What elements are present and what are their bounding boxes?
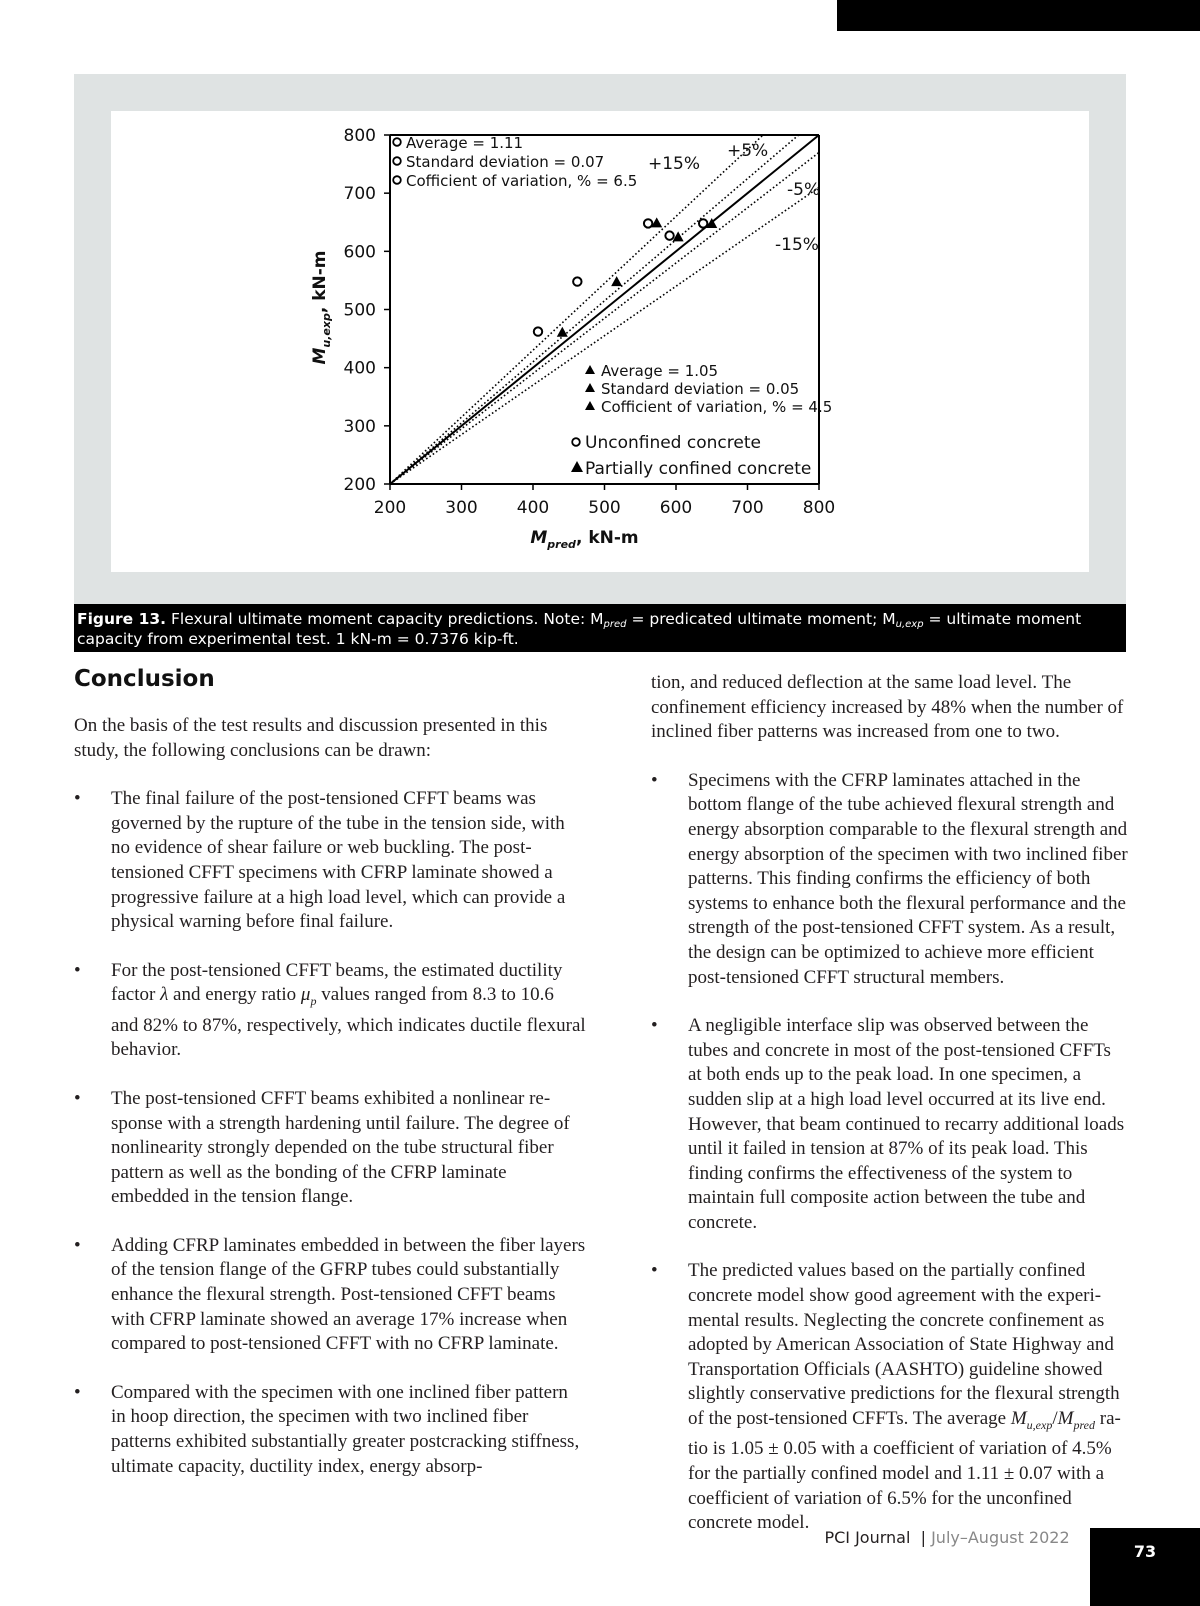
legend-marker-unconfined	[572, 438, 580, 446]
scatter-chart	[111, 111, 1089, 572]
y-tick-label: 400	[343, 358, 376, 379]
data-point-unconfined	[665, 231, 673, 239]
stats-marker-confined	[585, 401, 595, 410]
list-item-continuation: tion, and reduced deflection at the same load level. The confinement efficiency increased by 48% when the number of inclined fiber patterns was increased from one to two.	[651, 672, 1124, 743]
list-item	[74, 1381, 586, 1479]
data-point-confined	[557, 327, 568, 337]
bullet: •	[74, 1087, 81, 1109]
stats-confined-line: Cofficient of variation, % = 4.5	[601, 398, 833, 416]
data-point-unconfined	[644, 219, 652, 227]
mu-symbol: μ	[300, 984, 311, 1006]
list-item-text: and energy ratio	[168, 984, 301, 1006]
list-item-text: values ranged from 8.3 to 10.6 and 82% to 87%, respectively, which indicates ductile flexural behavior.	[111, 984, 586, 1061]
conclusion-list	[74, 787, 586, 1479]
left-column	[74, 664, 586, 1503]
caption-label: Figure 13.	[77, 610, 167, 628]
stats-unconfined-line: Cofficient of variation, % = 6.5	[406, 172, 638, 190]
lambda-symbol: λ	[160, 984, 169, 1006]
bullet: •	[74, 959, 81, 981]
legend-label-confined: Partially confined concrete	[585, 459, 812, 479]
m-pred-symbol: M	[1057, 1408, 1074, 1430]
caption-sub-uexp: u,exp	[895, 619, 924, 630]
top-black-bar	[837, 0, 1200, 31]
list-item-text: Specimens with the CFRP laminates attached in the bottom flange of the tube achieved flexural strength and energy absorption comparable to the flexural strength and energy absorption of the specimen with two inclined fiber patterns. This finding confirms the efficiency of both systems to enhance both the flexural performance and the strength of the post-tensioned CFFT system. As a result, the design can be optimized to achieve more efficient post-tensioned CFFT structural members.	[688, 769, 1128, 988]
data-point-unconfined	[534, 327, 542, 335]
journal-name: PCI Journal	[824, 1528, 911, 1547]
list-item	[651, 1014, 1129, 1235]
list-item-text: Compared with the specimen with one inclined fiber pattern in hoop direction, the specimen with two inclined fiber patterns exhibited substantially greater postcracking stiffness, ultimate capacity, ductility index, energy absorp-	[111, 1381, 580, 1477]
caption-end: = ultimate moment capacity from experimental test. 1 kN-m = 0.7376 kip-ft.	[77, 610, 1082, 648]
data-point-confined	[611, 276, 622, 286]
y-tick-label: 800	[343, 126, 376, 146]
x-tick-label: 400	[516, 498, 550, 518]
bullet: •	[74, 788, 81, 810]
stats-unconfined-line: Standard deviation = 0.07	[406, 153, 605, 171]
m-pred-subscript: pred	[1073, 1417, 1095, 1432]
right-column	[651, 671, 1129, 1560]
x-tick-label: 500	[588, 498, 621, 518]
y-tick-label: 200	[343, 475, 376, 495]
conclusion-list-continued	[651, 769, 1129, 1536]
stats-unconfined-line: Average = 1.11	[406, 134, 524, 152]
stats-confined-line: Standard deviation = 0.05	[601, 380, 800, 398]
list-item-text: The predicted values based on the partially confined concrete model show good agreement with the experimental results. Neglecting the concrete confinement as adopted by American Association of State Highway and Transportation Officials (AASHTO) guideline showed slightly conservative predictions for the flexural strength of the post-tensioned CFFTs. The average	[688, 1260, 1120, 1430]
x-axis-title: $M_{pred}$, kN-m	[530, 528, 639, 551]
reference-label-minus15: -15%	[775, 235, 819, 255]
stats-confined-line: Average = 1.05	[601, 362, 719, 380]
y-tick-label: 300	[343, 416, 376, 437]
bullet: •	[74, 1381, 81, 1403]
y-tick-label: 700	[343, 184, 376, 205]
caption-sub-pred: pred	[603, 619, 627, 630]
list-item-text: A negligible interface slip was observed between the tubes and concrete in most of the post-tensioned CFFTs at both ends up to the peak load. In one specimen, a sudden slip at a high load level occurred at its live end. However, that beam continued to recarry additional loads until it failed in tension at 87% of its peak load. This finding confirms the effectiveness of the system to maintain full composite action between the tube and concrete.	[688, 1015, 1125, 1233]
reference-label-minus5: -5%	[787, 180, 821, 200]
section-heading: Conclusion	[74, 666, 215, 692]
reference-label-plus15: +15%	[648, 154, 701, 174]
x-tick-label: 800	[802, 498, 836, 518]
x-tick-label: 600	[659, 498, 693, 518]
list-item-text: Adding CFRP laminates embedded in between the fiber layers of the tension flange of the GFRP tubes could substantially enhance the flexural strength. Post-tensioned CFFT beams with CFRP laminate showed an average 17% increase when compared to post-tensioned CFFT with no CFRP laminate.	[111, 1234, 586, 1355]
list-item	[74, 787, 586, 935]
list-item	[74, 959, 586, 1063]
stats-marker-unconfined	[393, 157, 401, 165]
list-item-text: For the post-tensioned CFFT beams, the estimated ductility factor	[111, 959, 563, 1006]
stats-marker-confined	[585, 365, 595, 374]
x-tick-label: 700	[731, 498, 764, 518]
intro-paragraph: On the basis of the test results and discussion presented in this study, the following conclusions can be drawn:	[74, 715, 548, 761]
y-axis-title: $M_{u,exp}$, kN-m	[310, 250, 333, 365]
stats-marker-confined	[585, 383, 595, 392]
bullet: •	[651, 1015, 658, 1037]
stats-marker-unconfined	[393, 138, 401, 146]
page-number: 73	[1133, 1542, 1157, 1561]
figure-caption	[74, 604, 1126, 652]
m-uexp-subscript: u,exp	[1026, 1417, 1053, 1432]
caption-mid: = predicated ultimate moment; M	[626, 610, 896, 628]
list-item-text: ratio is 1.05 ± 0.05 with a coefficient of variation of 4.5% for the partially confined model and 1.11 ± 0.07 with a coefficient of variation of 6.5% for the unconfined concrete model.	[688, 1408, 1121, 1534]
page-number-box	[1090, 1528, 1200, 1606]
slash: /	[1052, 1408, 1058, 1430]
reference-label-plus5: +5%	[727, 141, 769, 161]
list-item-text: The post-tensioned CFFT beams exhibited a nonlinear response with a strength hardening until failure. The degree of nonlinearity strongly depended on the tube structural fiber pattern as well as the bonding of the CFRP laminate embedded in the tension flange.	[111, 1087, 570, 1208]
list-item-text: The final failure of the post-tensioned CFFT beams was governed by the rupture of the tube in the tension side, with no evidence of shear failure or web buckling. The post-tensioned CFFT specimens with CFRP laminate showed a progressive failure at a high load level, which can provide a physical warning before final failure.	[111, 788, 566, 933]
mu-subscript: p	[310, 994, 317, 1009]
data-point-unconfined	[699, 219, 707, 227]
y-tick-label: 500	[343, 300, 376, 321]
list-item	[651, 769, 1129, 990]
x-tick-label: 200	[373, 498, 407, 518]
stats-marker-unconfined	[393, 176, 401, 184]
y-tick-label: 600	[343, 242, 376, 263]
bullet: •	[651, 769, 658, 791]
legend-marker-confined	[571, 461, 583, 472]
bullet: •	[651, 1260, 658, 1282]
x-tick-label: 300	[445, 498, 478, 518]
page-footer	[0, 1528, 1090, 1547]
issue-date: July–August 2022	[931, 1528, 1070, 1547]
legend-label-unconfined: Unconfined concrete	[585, 433, 761, 453]
m-uexp-symbol: M	[1010, 1408, 1027, 1430]
bullet: •	[74, 1234, 81, 1256]
footer-separator: |	[920, 1528, 926, 1547]
list-item	[74, 1234, 586, 1357]
list-item	[74, 1087, 586, 1210]
list-item	[651, 1259, 1129, 1535]
data-point-unconfined	[573, 277, 581, 285]
caption-text: Flexural ultimate moment capacity predictions. Note: M	[170, 610, 604, 628]
